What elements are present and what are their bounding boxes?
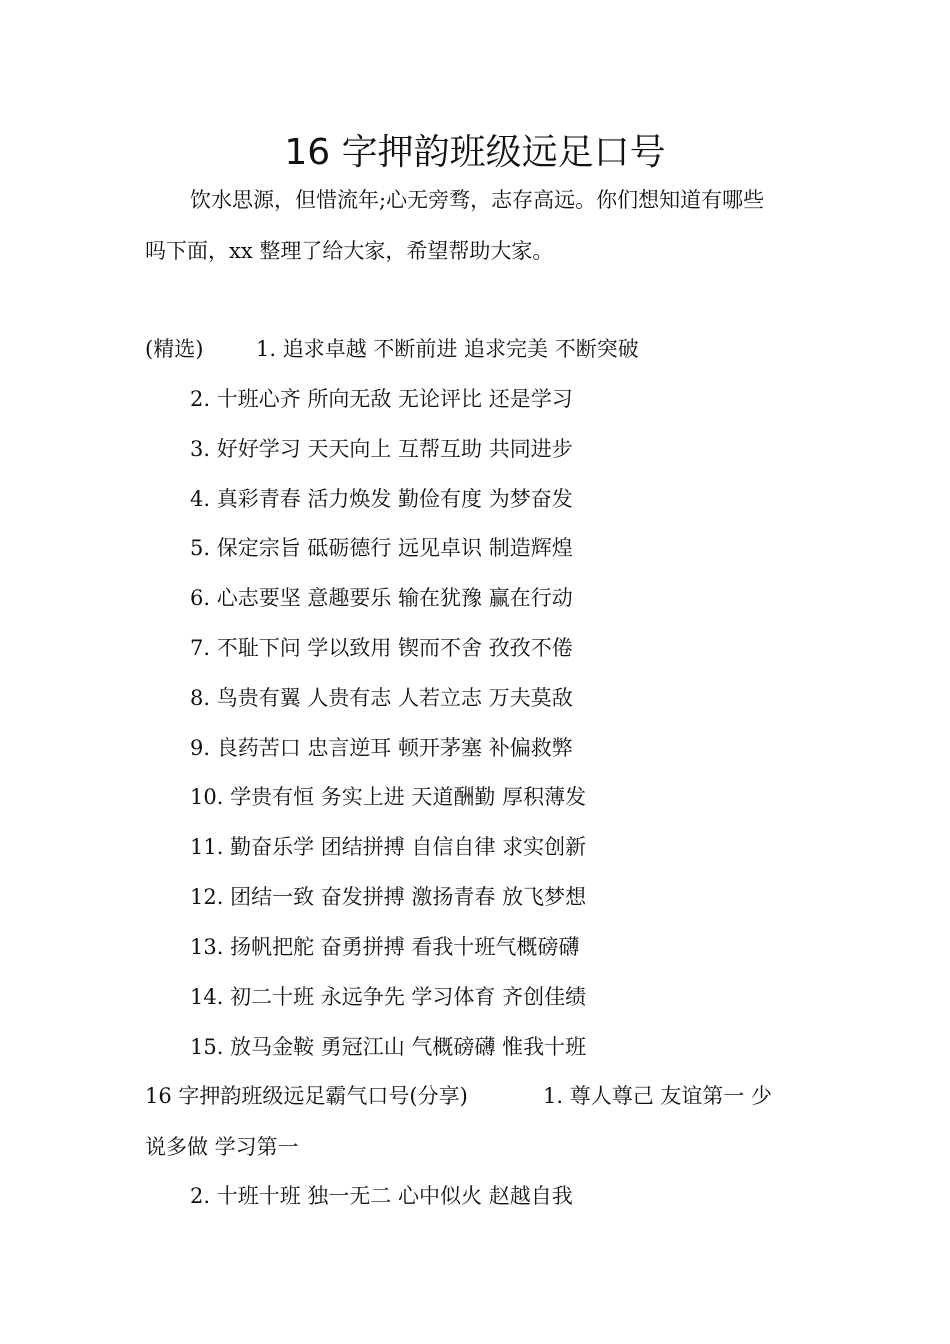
slogan-item-11: 11. 勤奋乐学 团结拼搏 自信自律 求实创新 — [190, 835, 587, 859]
slogan-item-2: 2. 十班心齐 所向无敌 无论评比 还是学习 — [190, 387, 573, 411]
slogan-item-6: 6. 心志要坚 意趣要乐 输在犹豫 赢在行动 — [190, 586, 573, 610]
intro-paragraph-line-1: 饮水思源，但惜流年;心无旁骛，志存高远。你们想知道有哪些 — [190, 188, 765, 212]
slogan-item-7: 7. 不耻下问 学以致用 锲而不舍 孜孜不倦 — [190, 636, 573, 660]
page-title: 16 字押韵班级远足口号 — [284, 132, 666, 173]
section-1-heading: (精选) — [145, 337, 204, 361]
slogan-item-12: 12. 团结一致 奋发拼搏 激扬青春 放飞梦想 — [190, 885, 587, 909]
intro-paragraph-line-2: 吗下面，xx 整理了给大家，希望帮助大家。 — [145, 239, 554, 263]
slogan-item-4: 4. 真彩青春 活力焕发 勤俭有度 为梦奋发 — [190, 487, 573, 511]
slogan-item-14: 14. 初二十班 永远争先 学习体育 齐创佳绩 — [190, 985, 587, 1009]
slogan-item-1: 1. 追求卓越 不断前进 追求完美 不断突破 — [256, 337, 639, 361]
section-2-heading: 16 字押韵班级远足霸气口号(分享) — [145, 1084, 468, 1108]
slogan-item-8: 8. 鸟贵有翼 人贵有志 人若立志 万夫莫敌 — [190, 686, 573, 710]
section-2-item-1-part-1: 1. 尊人尊己 友谊第一 少 — [543, 1084, 773, 1108]
section-2-item-1-part-2: 说多做 学习第一 — [145, 1135, 299, 1159]
slogan-item-13: 13. 扬帆把舵 奋勇拼搏 看我十班气概磅礴 — [190, 935, 580, 959]
slogan-item-10: 10. 学贵有恒 务实上进 天道酬勤 厚积薄发 — [190, 785, 587, 809]
slogan-item-15: 15. 放马金鞍 勇冠江山 气概磅礴 惟我十班 — [190, 1035, 587, 1059]
slogan-item-3: 3. 好好学习 天天向上 互帮互助 共同进步 — [190, 437, 573, 461]
slogan-item-9: 9. 良药苦口 忠言逆耳 顿开茅塞 补偏救弊 — [190, 736, 573, 760]
section-2-item-2: 2. 十班十班 独一无二 心中似火 赵越自我 — [190, 1184, 573, 1208]
slogan-item-5: 5. 保定宗旨 砥砺德行 远见卓识 制造辉煌 — [190, 536, 573, 560]
